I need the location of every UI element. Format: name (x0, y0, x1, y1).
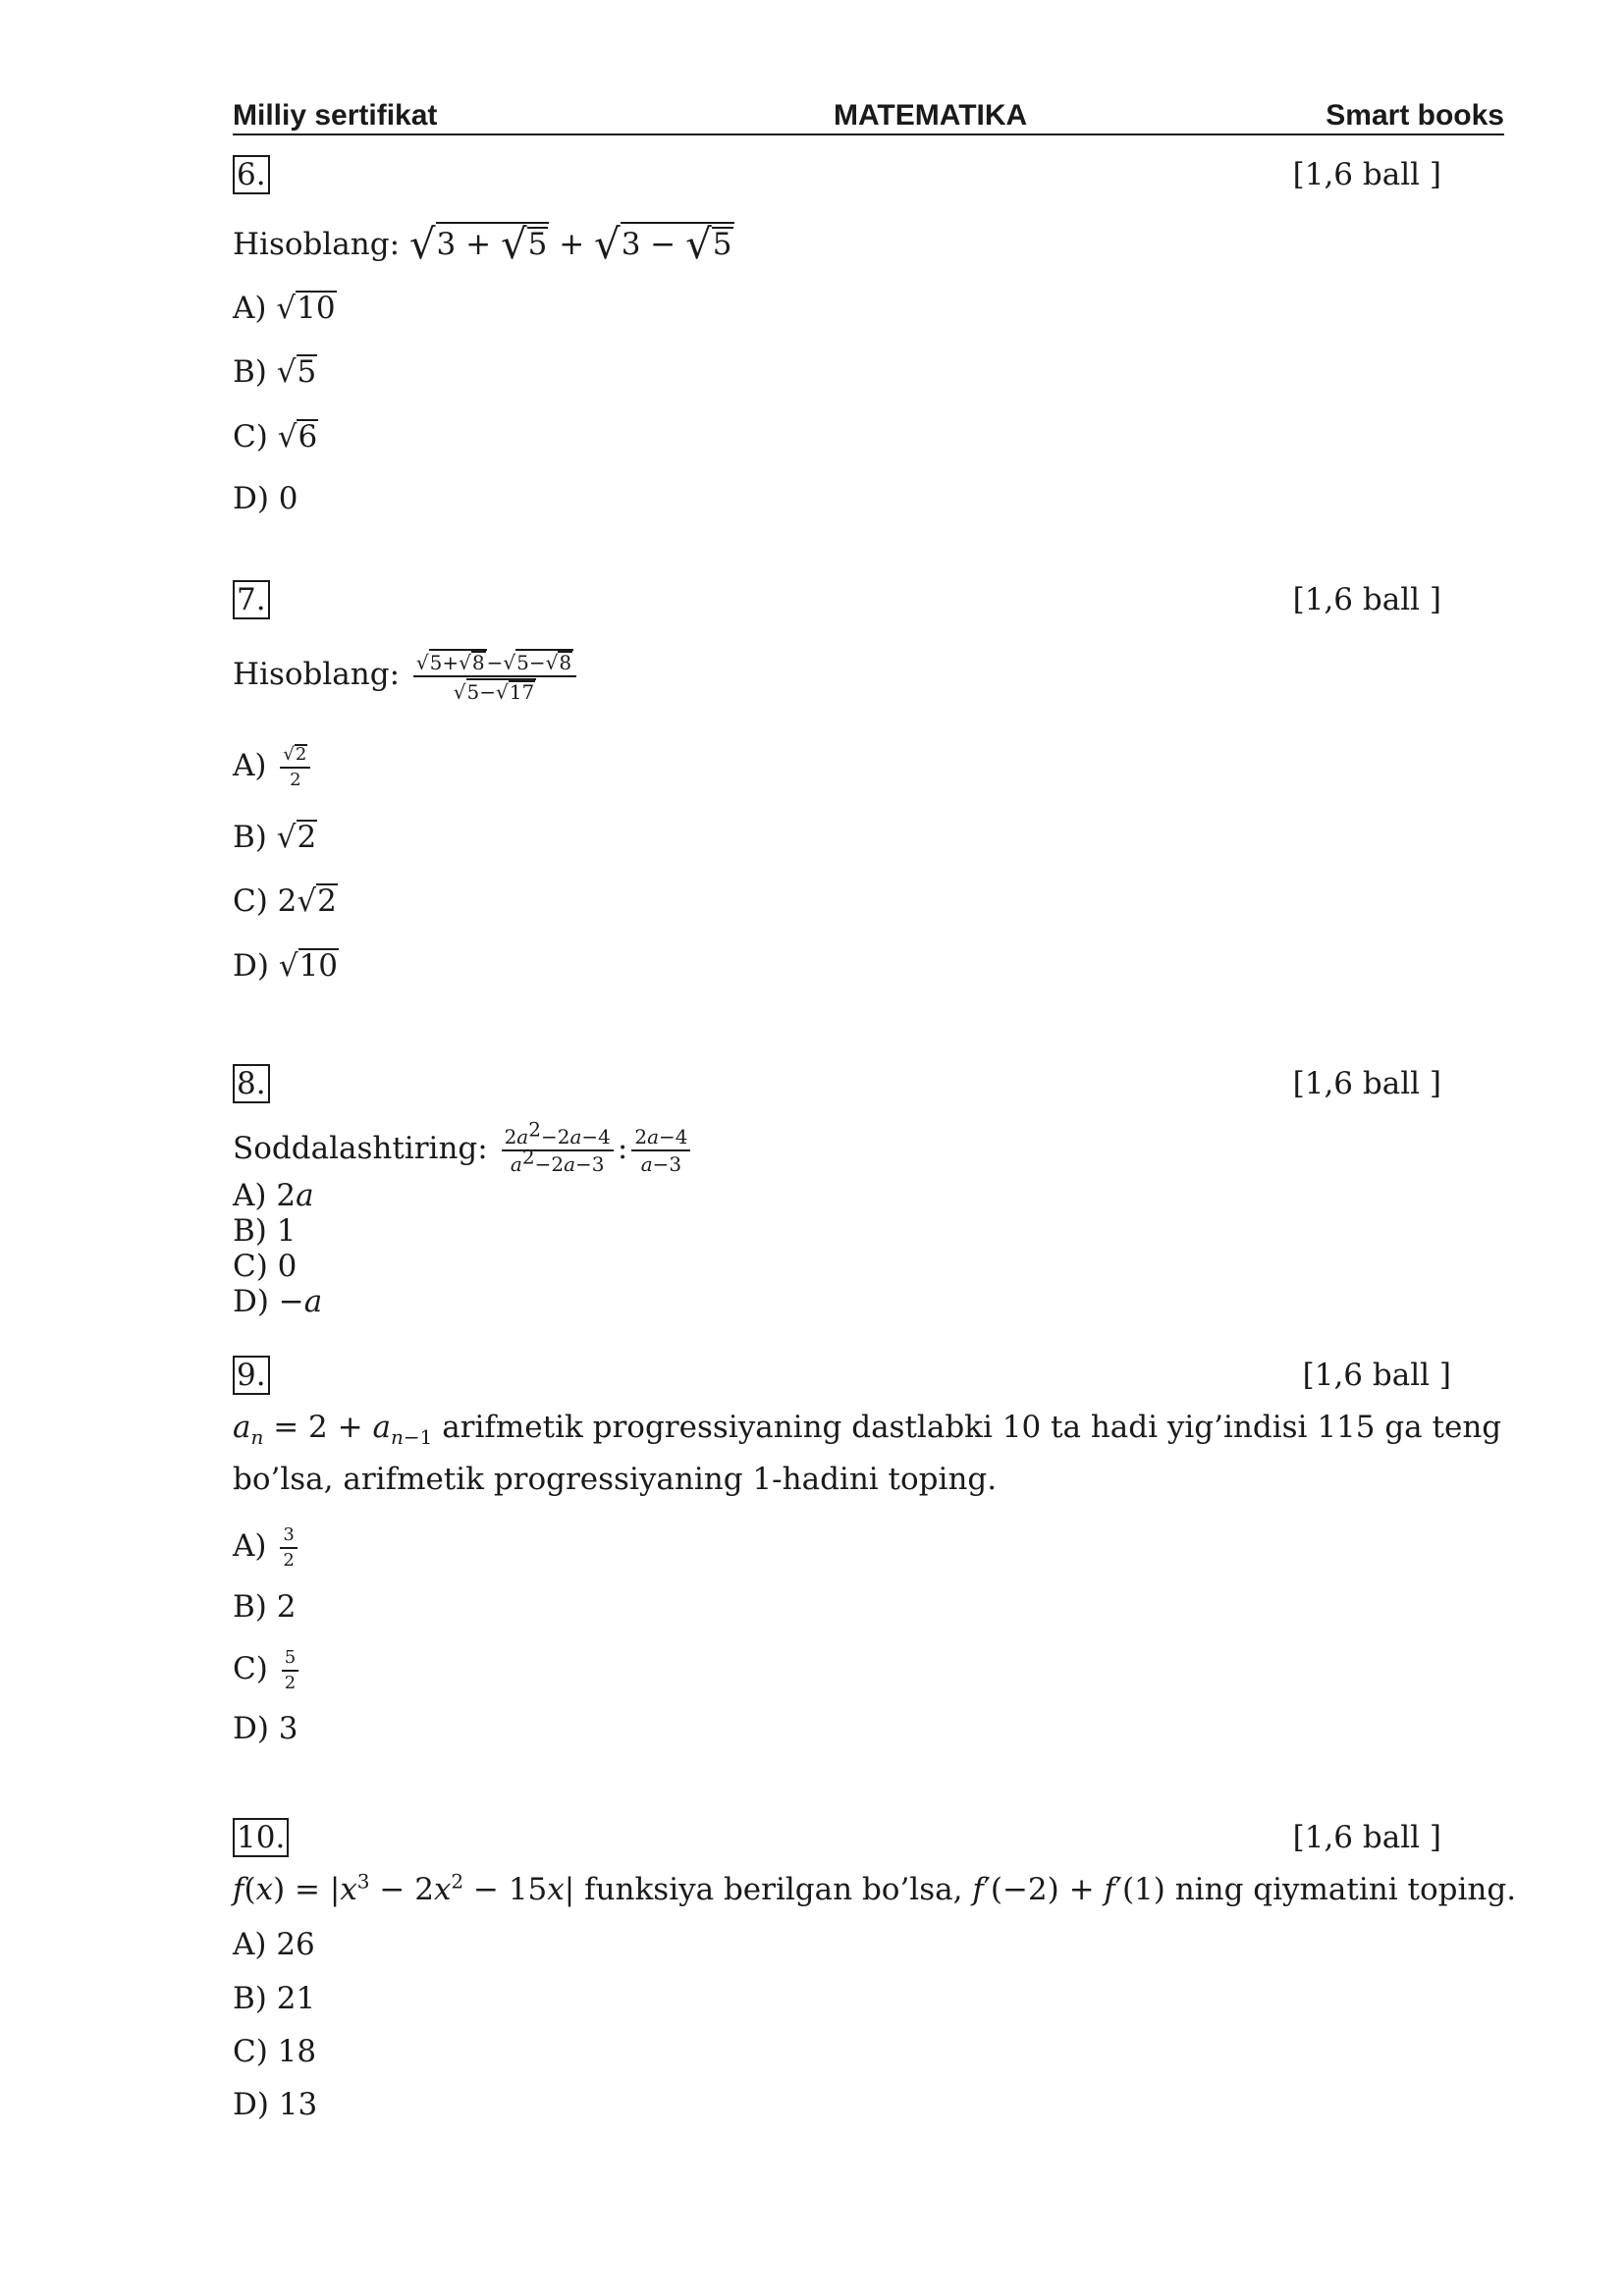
question-score: [1,6 ball ] (1292, 157, 1441, 192)
question-number: 6. (233, 155, 270, 194)
answer-option-a[interactable]: A) 2a (233, 1178, 314, 1213)
answer-option-c[interactable]: C) 0 (233, 1249, 298, 1284)
question-text: $a_n = 2 + a_{n-1}$ arifmetik progressiyaning dastlabki 10 ta hadi yig’indisi 115 ga teng (233, 1410, 1502, 1450)
answer-option-b[interactable]: B) 1 (233, 1213, 297, 1249)
question-text: bo’lsa, arifmetik progressiyaning 1-hadini toping. (233, 1462, 998, 1497)
answer-option-a[interactable]: A) √10 (233, 291, 336, 326)
answer-option-a[interactable]: A) $\frac{3}{2}$ (233, 1517, 301, 1575)
answer-option-a[interactable]: A) 26 (233, 1927, 315, 1962)
answer-option-d[interactable]: D) 13 (233, 2087, 318, 2122)
answer-option-b[interactable]: B) 2 (233, 1589, 297, 1625)
answer-option-d[interactable]: D) 3 (233, 1711, 298, 1746)
answer-option-b[interactable]: B) √2 (233, 820, 317, 855)
header-title: MATEMATIKA (834, 99, 1028, 132)
question-prompt: Hisoblang: $\frac{√5+√8 -√5-√8}{√5-√17}$ (233, 640, 580, 709)
answer-option-c[interactable]: C) 2√2 (233, 883, 337, 919)
question-score: [1,6 ball ] (1302, 1358, 1451, 1393)
answer-option-b[interactable]: B) 21 (233, 1981, 316, 2016)
question-number: 10. (233, 1818, 289, 1857)
math-fraction: $\frac{√5+√8 -√5-√8}{√5-√17}$ (413, 649, 576, 704)
page-header (233, 98, 1504, 135)
math-radical: √3 − √5 (594, 220, 732, 268)
answer-option-c[interactable]: C) 18 (233, 2034, 317, 2069)
answer-option-d[interactable]: D) −a (233, 1284, 323, 1319)
question-number: 7. (233, 580, 270, 619)
answer-option-b[interactable]: B) √5 (233, 354, 317, 390)
question-score: [1,6 ball ] (1292, 582, 1441, 617)
question-prompt: Hisoblang: √3 + √5 + √3 − √5 (233, 220, 732, 268)
math-fraction: $\frac{2a^2-2a-4}{a^2-2a-3}$ (502, 1125, 614, 1176)
question-score: [1,6 ball ] (1292, 1820, 1441, 1855)
header-left: Milliy sertifikat (233, 99, 438, 132)
answer-option-c[interactable]: C) $\frac{5}{2}$ (233, 1639, 302, 1698)
answer-option-d[interactable]: D) √10 (233, 948, 339, 984)
answer-option-d[interactable]: D) 0 (233, 481, 298, 516)
question-prompt: Soddalashtiring: $\frac{2a^2-2a-4}{a^2-2a-3}$ : $\frac{2a-4}{a-3}$ (233, 1119, 694, 1178)
answer-option-c[interactable]: C) √6 (233, 419, 318, 454)
answer-option-a[interactable]: A) $\frac{√2}{2}$ (233, 736, 314, 795)
math-fraction: $\frac{2a-4}{a-3}$ (631, 1125, 690, 1176)
question-text: $f(x) = |x^3 - 2x^2 - 15x|$ funksiya berilgan bo’lsa, f′(−2) + f′(1) ning qiymatini toping. (233, 1869, 1517, 1907)
question-number: 8. (233, 1064, 270, 1103)
question-score: [1,6 ball ] (1292, 1066, 1441, 1101)
header-right: Smart books (1326, 99, 1504, 132)
question-number: 9. (233, 1356, 270, 1395)
math-radical: √3 + √5 (408, 220, 548, 268)
